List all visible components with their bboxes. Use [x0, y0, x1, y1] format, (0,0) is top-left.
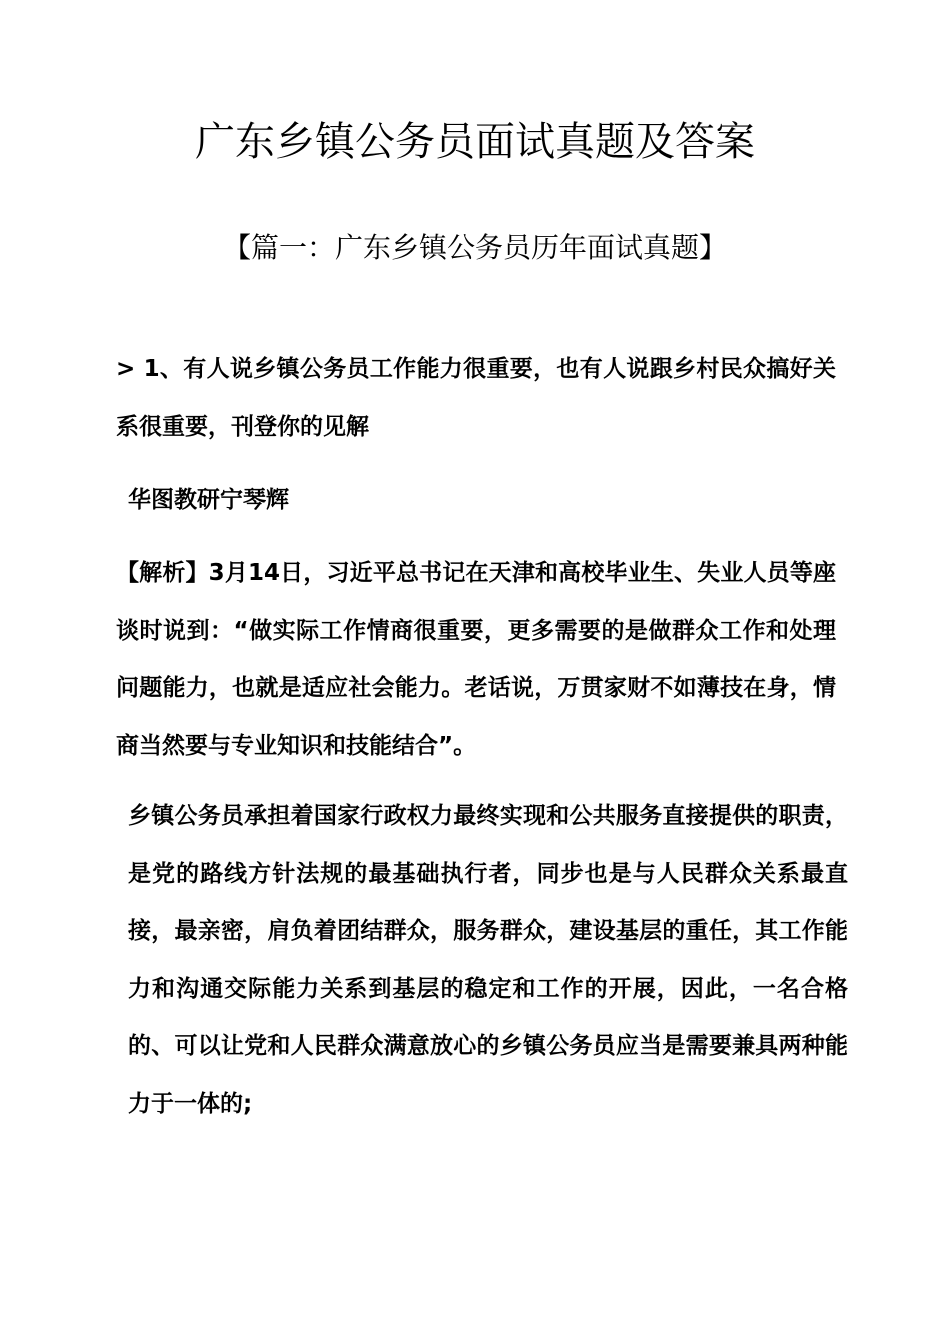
body-paragraph: 乡镇公务员承担着国家行政权力最终实现和公共服务直接提供的职责，是党的路线方针法规的最基础执行者，同步也是与人民群众关系最直接，最亲密，肩负着团结群众，服务群众，建设基层的重任，其工作能力和沟通交际能力关系到基层的稳定和工作的开展，因此，一名合格的、可以让党和人民群众满意放心的乡镇公务员应当是需要兼具两种能力于一体的;: [128, 803, 848, 1117]
analysis-paragraph: 【解析】3月14日，习近平总书记在天津和高校毕业生、失业人员等座谈时说到：“做实际工作情商很重要，更多需要的是做群众工作和处理问题能力，也就是适应社会能力。老话说，万贯家财不如薄技在身，情商当然要与专业知识和技能结合”。: [116, 560, 836, 759]
author-line: 华图教研宁琴辉: [128, 487, 289, 513]
section-title: 【篇一：广东乡镇公务员历年面试真题】: [222, 231, 727, 264]
question-text: > 1、有人说乡镇公务员工作能力很重要，也有人说跟乡村民众搞好关系很重要，刊登你的见解: [116, 356, 836, 440]
document-title: 广东乡镇公务员面试真题及答案: [195, 119, 755, 165]
